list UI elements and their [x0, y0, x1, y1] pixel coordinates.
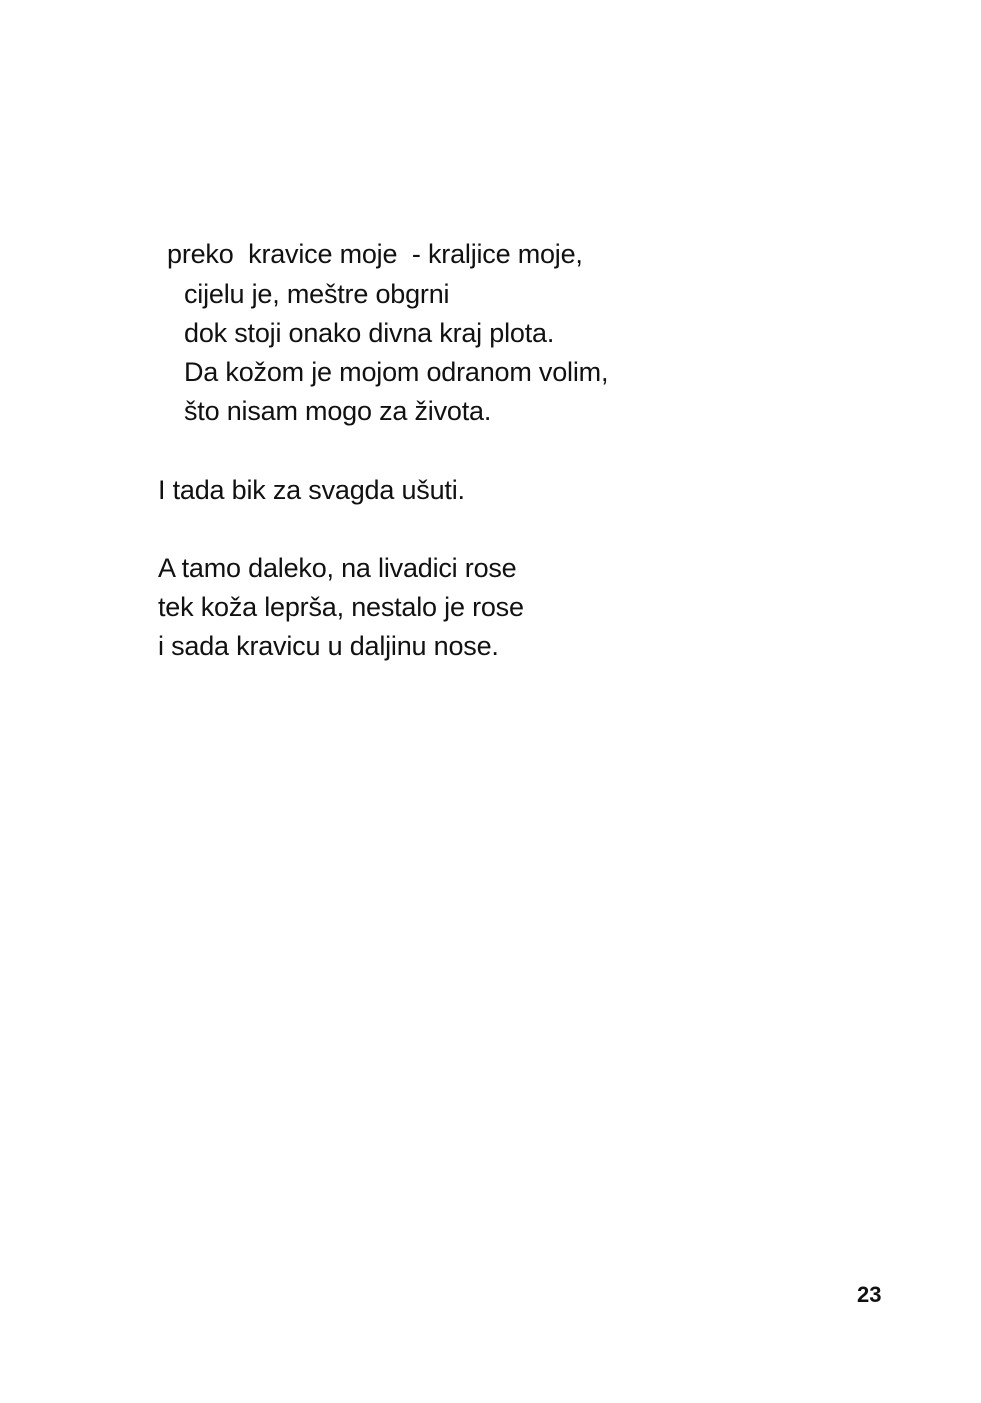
- poem-line: A tamo daleko, na livadici rose: [158, 553, 517, 583]
- page-number: 23: [857, 1282, 882, 1307]
- poem-line: tek koža lepršа, nestalo je rose: [158, 592, 524, 622]
- poem-line: Da kožom je mojom odranom volim,: [184, 357, 609, 387]
- poem-line: I tada bik za svagda ušuti.: [158, 475, 465, 505]
- poem-line: preko kravice moje - kraljice moje,: [167, 239, 583, 269]
- poem-line: i sada kravicu u daljinu nose.: [158, 631, 499, 661]
- poem-line: što nisam mogo za života.: [184, 396, 492, 426]
- poem-line: cijelu je, meštre obgrni: [184, 279, 450, 309]
- poem-line: dok stoji onako divna kraj plota.: [184, 318, 555, 348]
